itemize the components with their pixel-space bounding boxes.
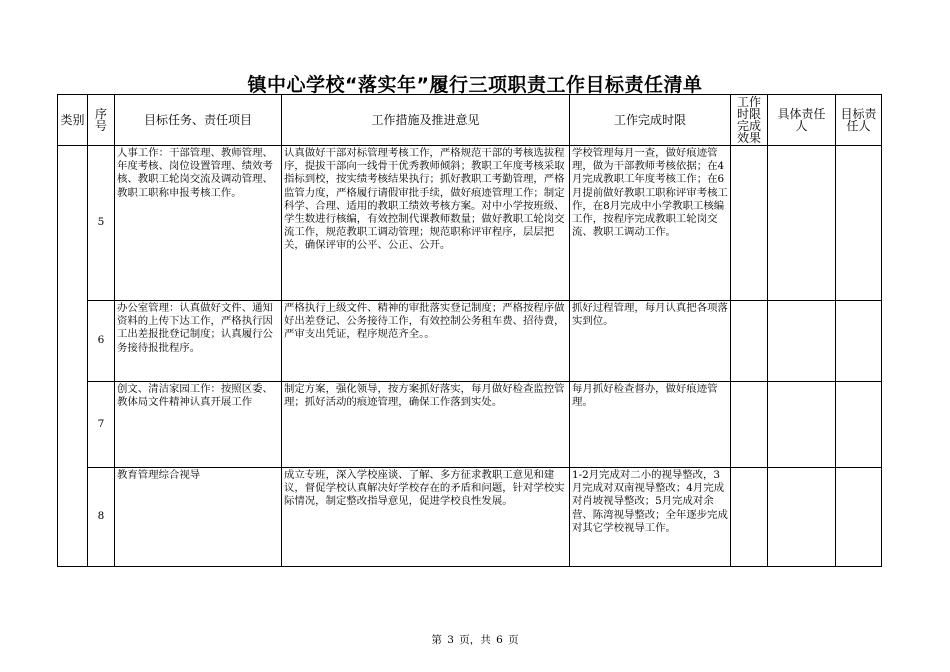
table-row — [58, 468, 882, 567]
effect-cell — [731, 468, 768, 567]
measures-cell: 严格执行上级文件、精神的审批落实登记制度；严格按程序做好出差登记、公务接待工作，有效控制公务租车费、招待费，严审支出凭证，程序规范齐全。。 — [282, 301, 570, 382]
seq-cell: 6 — [88, 301, 115, 382]
effect-cell — [731, 146, 768, 301]
header-owner: 目标责任人 — [836, 95, 882, 146]
deadline-cell: 抓好过程管理，每月认真把各项落实到位。 — [570, 301, 731, 382]
category-cell — [58, 146, 88, 567]
owner-cell — [836, 146, 882, 301]
task-cell: 人事工作：干部管理、教师管理、年度考核、岗位设置管理、绩效考核、教职工轮岗交流及调动管理、教职工职称申报考核工作。 — [115, 146, 282, 301]
seq-cell: 8 — [88, 468, 115, 567]
page-title: 镇中心学校“落实年”履行三项职责工作目标责任清单 — [247, 74, 703, 96]
owner-cell — [836, 382, 882, 468]
task-cell: 办公室管理：认真做好文件、通知资料的上传下达工作，严格执行因工出差报批登记制度；认真履行公务接待报批程序。 — [115, 301, 282, 382]
seq-cell: 5 — [88, 146, 115, 301]
page-footer: 第 3 页，共 6 页 — [431, 634, 519, 646]
header-measures: 工作措施及推进意见 — [282, 95, 570, 146]
header-category: 类别 — [58, 95, 88, 146]
deadline-cell: 学校管理每月一查，做好痕迹管理，做为干部教师考核依据；在4月完成教职工年度考核工作；在6月提前做好教职工职称评审考核工作，在8月完成中小学教职工核编工作，按程序完成教职工轮岗交流、教职工调动工作。 — [570, 146, 731, 301]
header-row — [58, 95, 882, 146]
task-cell: 教育管理综合视导 — [115, 468, 282, 567]
responsibility-table — [57, 94, 882, 567]
measures-cell: 制定方案，强化领导，按方案抓好落实，每月做好检查监控管理；抓好活动的痕迹管理，确保工作落到实处。 — [282, 382, 570, 468]
person-cell — [768, 301, 836, 382]
seq-cell: 7 — [88, 382, 115, 468]
measures-cell: 成立专班，深入学校座谈、了解、多方征求教职工意见和建议，督促学校认真解决好学校存在的矛盾和问题，针对学校实际情况，制定整改指导意见，促进学校良性发展。 — [282, 468, 570, 567]
table-row — [58, 382, 882, 468]
deadline-cell: 1-2月完成对二小的视导整改，3月完成对双南视导整改；4月完成对肖坡视导整改；5月完成对余营、陈湾视导整改；全年逐步完成对其它学校视导工作。 — [570, 468, 731, 567]
header-person: 具体责任人 — [768, 95, 836, 146]
header-task: 目标任务、责任项目 — [115, 95, 282, 146]
deadline-cell: 每月抓好检查督办，做好痕迹管理。 — [570, 382, 731, 468]
effect-cell — [731, 301, 768, 382]
person-cell — [768, 382, 836, 468]
person-cell — [768, 146, 836, 301]
table-row — [58, 146, 882, 301]
header-effect: 工作时限完成效果 — [731, 95, 768, 146]
header-seq: 序号 — [88, 95, 115, 146]
owner-cell — [836, 301, 882, 382]
task-cell: 创文、清洁家园工作：按照区委、教体局文件精神认真开展工作 — [115, 382, 282, 468]
header-deadline: 工作完成时限 — [570, 95, 731, 146]
effect-cell — [731, 382, 768, 468]
owner-cell — [836, 468, 882, 567]
person-cell — [768, 468, 836, 567]
table-row — [58, 301, 882, 382]
measures-cell: 认真做好干部对标管理考核工作，严格规范干部的考核选拔程序，提拔干部向一线骨干优秀教师倾斜；教职工年度考核采取指标到校，按实绩考核结果执行；抓好教职工考勤管理，严格监管力度，严格履行请假审批手续，做好痕迹管理工作；制定科学、合理、适用的教职工绩效考核方案。对中小学按班级、学生数进行核编，有效控制代课教师数量；做好教职工轮岗交流工作，规范教职工调动管理；规范职称评审程序，层层把关，确保评审的公平、公正、公开。 — [282, 146, 570, 301]
